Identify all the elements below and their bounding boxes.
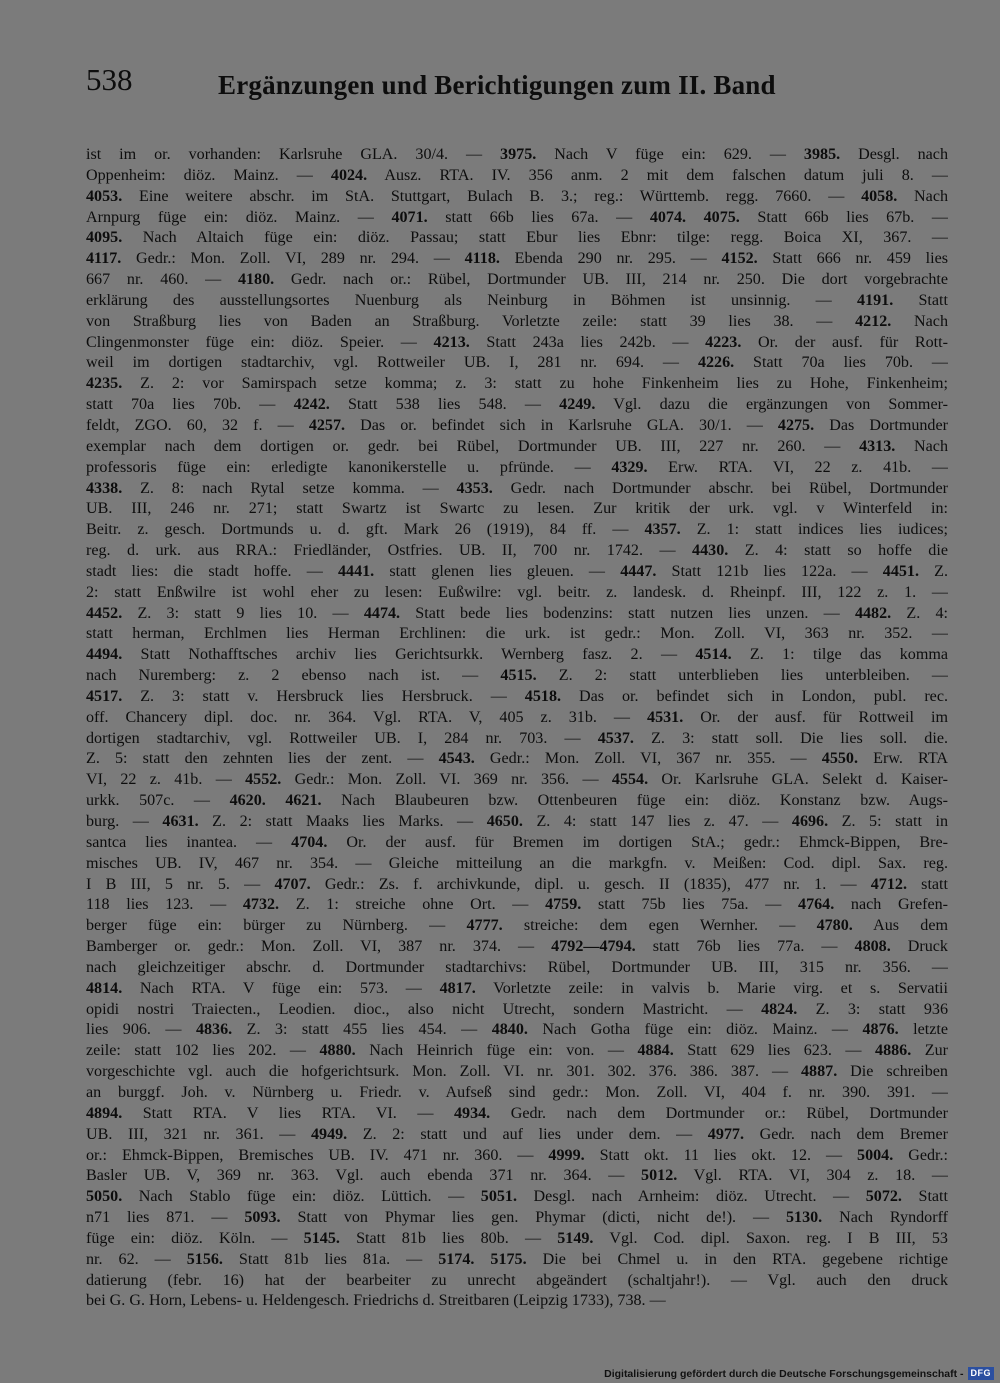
text-run: Z. 1: tilge das komma [731,646,948,664]
text-run: Gedr. nach dem Dortmunder or.: Rübel, Dortmunder [490,1104,948,1122]
text-run: Statt Nothafftsches archiv lies Gerichtsurkk. Wernberg fasz. 2. — [122,646,696,664]
text-run: Basler UB. V, 369 nr. 363. Vgl. auch ebenda 371 nr. 364. — [86,1167,642,1185]
entry-number: 4117. [86,250,122,268]
entry-number: 4696. [791,813,829,830]
entry-number: 5130. [785,1209,823,1227]
text-run: Z. 2: statt und auf lies under dem. — [347,1125,708,1143]
text-run: Desgl. nach Arnheim: diöz. Utrecht. — [517,1188,866,1206]
text-line [86,333,948,354]
text-line [86,812,948,833]
entry-number: 4817. [439,979,476,997]
text-run: Nach [891,312,948,330]
text-run: Or. der ausf. für Bremen im dortigen StA.; gedr.: Ehmck-Bippen, Bre- [327,833,948,851]
text-line [86,624,948,645]
text-line [86,604,948,625]
text-run: 118 lies 123. — [86,896,243,914]
text-run: santca lies inantea. — [86,833,292,851]
entry-number: 4887. [801,1063,838,1081]
text-run: Statt 70a lies 70b. — [734,354,948,372]
text-run: Aus dem [852,917,948,935]
text-line [86,291,948,312]
text-run: Nach Altaich füge ein: diöz. Passau; statt Ebur lies Ebnr: tilge: regg. Boica XI, 367. — [122,229,948,247]
text-run: off. Chancery dipl. doc. nr. 364. Vgl. RTA. V, 405 z. 31b. — [86,708,648,726]
funding-note: Digitalisierung gefördert durch die Deutsche Forschungsgemeinschaft - [604,1367,964,1380]
entry-number: 4213. [433,333,470,351]
text-run: Statt 81b lies 81a. — [222,1250,439,1268]
entry-number: 4537. [597,729,634,747]
text-run: Nach Gotha füge ein: diöz. Mainz. — [527,1021,863,1039]
text-line [86,583,948,604]
entry-number: 4180. [237,271,275,289]
text-run: zeile: statt 102 lies 202. — [86,1042,320,1060]
entry-number: 4620. 4621. [229,792,322,810]
text-line [86,1146,948,1167]
entry-number: 5012. [641,1167,678,1185]
text-run: I B III, 5 nr. 5. — [86,875,275,893]
text-line [86,833,948,854]
text-line [86,1104,948,1125]
text-run: statt glenen lies gleuen. — [374,562,621,580]
text-line [86,458,948,479]
text-run: Druck [890,938,948,956]
entry-number: 4514. [695,646,732,664]
text-run: nach gleichzeitiger abschr. d. Dortmunder stadtarchivs: Rübel, Dortmunder UB. III, 315 nr. 356. — [86,958,948,976]
text-run: Z. 2: vor Samirspach setze komma; z. 3: statt zu hohe Finkenheim lies zu Hohe, Finkenheim; [122,375,948,393]
text-run: Z. 3: statt 9 lies 10. — [122,604,364,622]
entry-number: 5149. [557,1229,594,1247]
text-run: statt 75b lies 75a. — [581,896,799,914]
text-run: Vgl. Cod. dipl. Saxon. reg. I B III, 53 [593,1229,948,1247]
text-run: 2: statt Enßwilre ist wohl eher zu lesen: Eußwilre: vgl. beitr. z. landesk. d. Rheinpf. III, 122 z. 1. — [86,583,948,601]
entry-number: 4474. [363,604,401,622]
entry-number: 4780. [816,917,853,935]
text-line [86,895,948,916]
entry-number: 4631. [162,813,199,830]
text-run: Gedr. nach or.: Rübel, Dortmunder UB. III, 214 nr. 250. Die dort vorgebrachte [274,271,948,289]
text-run: Nach Stablo füge ein: diöz. Lüttich. — [122,1188,481,1206]
text-run: statt [906,875,948,893]
text-run: bei G. G. Horn, Lebens- u. Heldengesch. Friedrichs d. Streitbaren (Leipzig 1733), 738. — [86,1292,666,1310]
text-run: statt 66b lies 67a. — [427,208,650,226]
text-run: Z. 1: statt indices lies iudices; [680,521,948,539]
entry-number: 4235. [86,375,123,393]
text-line [86,1000,948,1021]
text-run: or.: Ehmck-Bippen, Bremisches UB. IV. 471 nr. 360. — [86,1146,549,1164]
entry-number: 5004. [857,1146,894,1164]
text-run: Z. 2: statt unterblieben lies unterbleiben. — [536,667,948,685]
text-run: UB. III, 246 nr. 271; statt Swartz ist Swartc zu lesen. Zur kritik der urk. vgl. v Winterfeld in: [86,500,948,518]
text-run: 667 nr. 460. — [86,271,238,289]
text-line [86,479,948,500]
entry-number: 4482. [854,604,892,622]
text-line [86,270,948,291]
text-run: an burggf. Joh. v. Nürnberg u. Friedr. v. Aufseß sind gedr.: Mon. Zoll. VI, 404 f. nr. 390. 391. — [86,1083,948,1101]
text-run: Statt 66b lies 67b. — [739,208,948,226]
text-run: Statt bede lies bodenzins: statt nutzen lies unzen. — [400,604,855,622]
text-run: exemplar nach dem dortigen or. gedr. bei Rübel, Dortmunder UB. III, 227 nr. 260. — [86,437,860,455]
entry-number: 4650. [486,813,523,830]
entry-number: 4543. [438,750,475,768]
entry-number: 4249. [559,396,596,414]
text-run: nr. 62. — [86,1250,187,1268]
text-run: feldt, ZGO. 60, 32 f. — [86,416,309,434]
text-run: misches UB. IV, 467 nr. 354. — Gleiche mitteilung an die markgfn. v. Meißen: Cod. dipl. Sax. reg. [86,854,948,872]
text-run: Das Dortmunder [814,416,948,434]
entry-number: 4257. [308,416,346,434]
text-line [86,228,948,249]
text-run: VI, 22 z. 41b. — [86,771,246,789]
entry-number: 4880. [319,1042,356,1060]
text-run: Arnpurg füge ein: diöz. Mainz. — [86,208,392,226]
text-run: Z. 5: statt den zehnten lies der zent. — [86,750,439,768]
entry-number: 4338. [86,479,123,497]
entry-number: 3985. [803,146,841,163]
text-line [86,708,948,729]
text-run: Gedr.: Mon. Zoll. VI, 289 nr. 294. — [121,250,465,268]
entry-number: 4999. [548,1146,585,1164]
entry-number: 4212. [855,312,892,330]
entry-number: 4058. [861,187,898,205]
text-run: Statt 629 lies 623. — [673,1042,876,1060]
text-line [86,312,948,333]
text-line [86,374,948,395]
text-run: Erw. RTA [857,750,948,768]
text-run: weil im dortigen stadtarchiv, vgl. Rottweiler UB. I, 281 nr. 694. — [86,354,698,372]
entry-number: 4515. [500,667,537,685]
page-number: 538 [86,62,133,97]
text-run: Gedr.: Mon. Zoll. VI. 369 nr. 356. — [281,771,612,789]
text-line [86,645,948,666]
text-run: Or. der ausf. für Rott- [741,333,948,351]
entry-number: 3975. [500,146,537,163]
text-run: Statt von Phymar lies gen. Phymar (dicti, nicht de!). — [280,1209,786,1227]
body-text [86,145,948,1312]
text-line [86,562,948,583]
entry-number: 4053. [86,187,123,205]
entry-number: 5145. [303,1229,340,1247]
text-line [86,1208,948,1229]
text-run: Statt [893,291,948,309]
entry-number: 4712. [870,875,907,893]
entry-number: 5174. 5175. [438,1250,527,1268]
text-run: Gedr. nach Dortmunder abschr. bei Rübel, Dortmunder [492,479,948,497]
text-run: Vgl. RTA. VI, 304 z. 18. — [677,1167,948,1185]
text-line [86,1271,948,1292]
entry-number: 4552. [245,771,282,789]
text-run: statt herman, Erchlmen lies Herman Erchlinen: die urk. ist gedr.: Mon. Zoll. VI, 363 nr. 352. — [86,625,948,643]
text-run: Die schreiben [837,1063,948,1081]
text-run: Nach RTA. V füge ein: 573. — [122,979,440,997]
entry-number: 4949. [310,1125,348,1143]
text-run: Nach Ryndorff [822,1209,948,1227]
text-run: datierung (febr. 16) hat der bearbeiter zu unrecht abgeändert (schaltjahr!). — Vgl. auch den druck [86,1271,948,1289]
text-run: Statt 121b lies 122a. — [656,562,883,580]
text-line [86,854,948,875]
text-run: Statt [901,1188,948,1206]
entry-number: 4934. [453,1104,491,1122]
entry-number: 4494. [86,646,123,664]
text-run: letzte [898,1021,948,1039]
text-line [86,437,948,458]
text-run: Z. [918,562,948,580]
footer [604,1366,994,1381]
text-line [86,1187,948,1208]
text-run: UB. III, 321 nr. 361. — [86,1125,311,1143]
text-run: Statt 243a lies 242b. — [469,333,706,351]
text-run: Nach [895,437,948,455]
entry-number: 4447. [620,562,657,580]
text-line [86,145,948,166]
entry-number: 4814. [86,979,123,997]
text-run: Statt 81b lies 80b. — [339,1229,558,1247]
entry-number: 4840. [491,1021,528,1039]
text-run: Nach Blaubeuren bzw. Ottenbeuren füge ein: diöz. Konstanz bzw. Augs- [321,792,948,810]
text-run: Z. 4: [891,604,948,622]
text-run: Eine weitere abschr. im StA. Stuttgart, Bulach B. 3.; reg.: Württemb. regg. 7660. — [122,187,862,205]
text-run: Z. 3: statt v. Hersbruck lies Hersbruck. — [122,687,525,705]
entry-number: 4071. [391,208,428,226]
entry-number: 4764. [798,896,835,914]
entry-number: 4353. [456,479,493,497]
entry-number: 4977. [707,1125,744,1143]
text-run: erklärung des ausstellungsortes Nuenburg als Neinburg in Böhmen ist unsinnig. — [86,291,858,309]
entry-number: 4824. [761,1000,798,1018]
entry-number: 5072. [865,1188,902,1206]
entry-number: 4886. [875,1042,912,1060]
text-run: lies 906. — [86,1021,196,1039]
text-line [86,416,948,437]
text-run: Beitr. z. gesch. Dortmunds u. d. gft. Mark 26 (1919), 84 ff. — [86,521,645,539]
running-title: Ergänzungen und Berichtigungen zum II. Band [218,70,776,100]
text-run: Nach [897,187,948,205]
text-run: reg. d. urk. aus RRA.: Friedländer, Ostfries. UB. II, 700 nr. 1742. — [86,542,693,560]
text-run: Statt RTA. V lies RTA. VI. — [122,1104,454,1122]
entry-number: 4275. [777,416,815,434]
text-run: Das or. befindet sich in Karlsruhe GLA. 30/1. — [345,416,778,434]
text-run: statt 76b lies 77a. — [635,938,855,956]
entry-number: 4242. [293,396,330,414]
text-run: Statt okt. 11 lies okt. 12. — [584,1146,858,1164]
text-run: Bamberger or. gedr.: Mon. Zoll. VI, 387 nr. 374. — [86,938,552,956]
entry-number: 4759. [545,896,582,914]
entry-number: 5051. [480,1188,517,1206]
entry-number: 4024. [330,166,368,184]
text-run: Vgl. dazu die ergänzungen von Sommer- [595,396,948,414]
text-run: vorgeschichte vgl. auch die hofgerichtsurk. Mon. Zoll. VI. nr. 301. 302. 376. 386. 387. — [86,1063,801,1081]
text-run: Z. 2: statt Maaks lies Marks. — [198,813,487,830]
text-run: Z. 4: statt so hoffe die [728,542,948,560]
text-run: Nach V füge ein: 629. — [536,146,804,163]
entry-number: 4074. 4075. [649,208,740,226]
text-line [86,729,948,750]
text-line [86,687,948,708]
text-run: Or. der ausf. für Rottweil im [683,708,948,726]
text-run: n71 lies 871. — [86,1209,245,1227]
entry-number: 4884. [637,1042,674,1060]
text-run: Z. 3: statt 936 [797,1000,948,1018]
entry-number: 4517. [86,687,123,705]
text-run: Z. 4: statt 147 lies z. 47. — [522,813,792,830]
text-line [86,520,948,541]
text-run: Erw. RTA. VI, 22 z. 41b. — [647,458,948,476]
dfg-logo: DFG [968,1367,995,1380]
entry-number: 4357. [644,521,681,539]
text-line [86,353,948,374]
text-run: nach Grefen- [834,896,948,914]
text-run: Gedr.: [893,1146,948,1164]
entry-number: 4777. [466,917,503,935]
text-run: Z. 1: streiche ohne Ort. — [279,896,546,914]
entry-number: 4808. [854,938,891,956]
entry-number: 4704. [291,833,328,851]
text-run: berger füge ein: bürger zu Nürnberg. — [86,917,467,935]
entry-number: 4152. [721,250,758,268]
text-line [86,1229,948,1250]
text-line [86,1125,948,1146]
text-run: Vorletzte zeile: in valvis b. Marie virg. et s. Servatii [475,979,948,997]
text-run: Gedr.: Mon. Zoll. VI, 367 nr. 355. — [474,750,822,768]
text-run: füge ein: diöz. Köln. — [86,1229,304,1247]
entry-number: 4876. [862,1021,899,1039]
text-run: von Straßburg lies von Baden an Straßburg. Vorletzte zeile: statt 39 lies 38. — [86,312,856,330]
text-run: Ebenda 290 nr. 295. — [499,250,722,268]
text-run: Die bei Chmel u. in den RTA. gegebene richtige [526,1250,948,1268]
text-line [86,541,948,562]
entry-number: 4451. [882,562,919,580]
text-run: urkk. 507c. — [86,792,230,810]
text-line [86,499,948,520]
text-run: nach Nuremberg: z. 2 ebenso nach ist. — [86,667,501,685]
text-run: statt 70a lies 70b. — [86,396,294,414]
text-run: Z. 5: statt in [828,813,948,830]
entry-number: 5156. [186,1250,223,1268]
text-run: Z. 3: statt soll. Die lies soll. die. [633,729,948,747]
text-line [86,1166,948,1187]
entry-number: 4554. [611,771,649,789]
entry-number: 4223. [705,333,742,351]
text-line [86,1291,948,1312]
entry-number: 4531. [647,708,684,726]
text-line [86,916,948,937]
text-run: ist im or. vorhanden: Karlsruhe GLA. 30/4. — [86,146,501,163]
text-line [86,791,948,812]
text-line [86,208,948,229]
entry-number: 4226. [697,354,735,372]
text-line [86,1020,948,1041]
text-run: Das or. befindet sich in London, publ. rec. [561,687,948,705]
text-line [86,1041,948,1062]
text-run: stadt lies: die stadt hoffe. — [86,562,338,580]
text-line [86,166,948,187]
entry-number: 4441. [337,562,375,580]
text-run: professoris füge ein: erledigte kanonikerstelle u. pfründe. — [86,458,612,476]
text-line [86,1083,948,1104]
text-line [86,937,948,958]
text-run: Ausz. RTA. IV. 356 anm. 2 mit dem falschen datum juli 8. — [367,166,948,184]
text-run: Z. 3: statt 455 lies 454. — [232,1021,492,1039]
text-run: Z. 8: nach Rytal setze komma. — [122,479,457,497]
text-run: Clingenmonster füge ein: diöz. Speier. — [86,333,434,351]
text-run: burg. — [86,813,163,830]
text-run: opidi nostri Traiecten., Leodien. dioc., also nicht Utrecht, sondern Mastricht. — [86,1000,762,1018]
text-run: Gedr.: Zs. f. archivkunde, dipl. u. gesch. II (1835), 477 nr. 1. — [310,875,871,893]
text-line [86,875,948,896]
entry-number: 4550. [821,750,858,768]
text-line [86,770,948,791]
entry-number: 4430. [692,542,729,560]
text-line [86,1250,948,1271]
text-line [86,666,948,687]
text-run: Statt 666 nr. 459 lies [757,250,948,268]
entry-number: 4518. [524,687,562,705]
entry-number: 4792—4794. [551,938,636,956]
text-line [86,749,948,770]
entry-number: 4329. [611,458,648,476]
entry-number: 4707. [274,875,311,893]
entry-number: 4732. [242,896,280,914]
text-run: dortigen stadtarchiv, vgl. Rottweiler UB. I, 284 nr. 703. — [86,729,598,747]
text-run: Nach Heinrich füge ein: von. — [355,1042,638,1060]
entry-number: 5050. [86,1188,123,1206]
entry-number: 4452. [86,604,123,622]
text-run: streiche: dem egen Wernher. — [502,917,817,935]
entry-number: 4836. [195,1021,233,1039]
text-run: Desgl. nach [840,146,948,163]
text-line [86,249,948,270]
entry-number: 5093. [244,1209,281,1227]
entry-number: 4191. [857,291,894,309]
text-line [86,1062,948,1083]
entry-number: 4313. [859,437,896,455]
text-line [86,395,948,416]
text-run: Zur [911,1042,948,1060]
text-line [86,958,948,979]
entry-number: 4894. [86,1104,123,1122]
text-run: Oppenheim: diöz. Mainz. — [86,166,331,184]
entry-number: 4118. [464,250,500,268]
text-line [86,979,948,1000]
text-run: Statt 538 lies 548. — [329,396,560,414]
text-run: Or. Karlsruhe GLA. Selekt d. Kaiser- [648,771,948,789]
entry-number: 4095. [86,229,123,247]
text-run: Gedr. nach dem Bremer [744,1125,948,1143]
text-line [86,187,948,208]
